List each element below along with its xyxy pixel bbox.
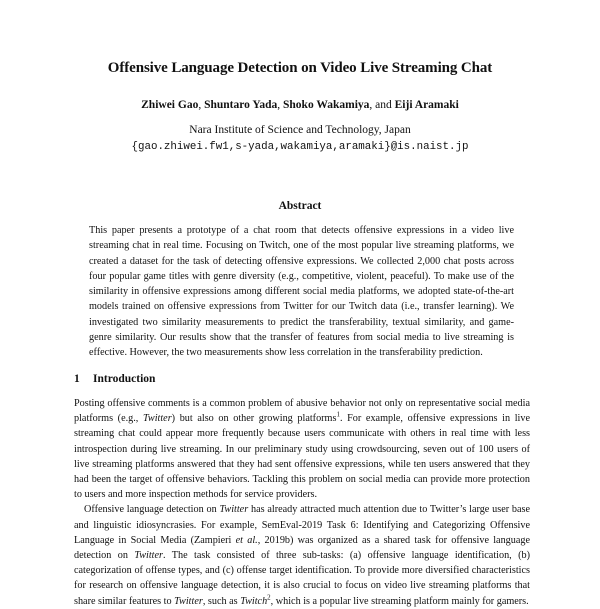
- text-run-italic: Twitter: [174, 595, 203, 607]
- text-run: . For example, offensive expressions in live streaming chat could appear more frequently because users communicate with others in real time with less introspection during live streaming. In our preliminary study using crowdsourcing, seven out of 100 users of live streaming platforms answered that they had sent offensive expressions, while ten users answered that they had been the target of offensive behaviors. Tackling this problem on social media can provide more protection to users and more inspection methods for service providers.: [74, 413, 530, 501]
- text-run-italic: Twitter: [219, 504, 249, 516]
- section-heading: [74, 373, 155, 385]
- affiliation: Nara Institute of Science and Technology, Japan: [189, 124, 411, 136]
- text-run: Offensive language detection on: [84, 504, 220, 516]
- text-run: Posting offensive comments is a common problem of abusive behavior not only on representative social media platforms (e.g.,: [74, 398, 530, 425]
- abstract-heading: Abstract: [278, 200, 322, 212]
- author-name: Shuntaro Yada: [204, 99, 278, 111]
- text-run: , such as: [202, 595, 241, 607]
- text-run-italic: Twitter: [134, 550, 163, 562]
- footnote-marker[interactable]: 1: [336, 410, 340, 419]
- footnote-marker[interactable]: 2: [267, 593, 271, 602]
- section-number: 1: [74, 373, 80, 385]
- author-separator: ,: [277, 99, 284, 111]
- text-run: has already attracted much attention due to Twitter’s large user base and linguistic idiosyncrasies. For example, SemEval-2019 Task 6: Identifying and Categorizing Offensive Language in Social Media (Zampieri: [74, 504, 531, 546]
- author-email: {gao.zhiwei.fw1,s-yada,wakamiya,aramaki}@is.naist.jp: [131, 141, 469, 153]
- paper-title: Offensive Language Detection on Video Live Streaming Chat: [107, 60, 493, 76]
- text-run: . The task consisted of three sub-tasks: (a) offensive language identification, (b) categorization of offense types, and (c) offense target identification. To provide more diversified characteristics for research on offensive language detection, it is also crucial to focus on video live streaming platforms that share similar features to: [74, 550, 530, 607]
- text-run: , which is a popular live streaming platform mainly for gamers.: [270, 595, 529, 607]
- text-run-italic: Twitter: [142, 413, 172, 425]
- author-separator: ,: [198, 99, 205, 111]
- text-run: ) but also on other growing platforms: [171, 413, 337, 425]
- section-title: Introduction: [93, 373, 156, 385]
- author-list: [0, 99, 600, 111]
- author-name: Zhiwei Gao: [141, 99, 199, 111]
- text-run-italic: et al.: [235, 534, 258, 546]
- text-run-italic: Twitch: [240, 595, 268, 607]
- author-name: Shoko Wakamiya: [283, 99, 370, 111]
- author-separator: , and: [369, 99, 395, 111]
- abstract-text: This paper presents a prototype of a chat room that detects offensive expressions in a video live streaming chat in real time. Focusing on Twitch, one of the most popular live streaming platforms, we created a dataset for the task of detecting offensive expressions. We collected 2,000 chat posts across four popular game titles with genre diversity (e.g., competitive, violent, peaceful). To make use of the similarity in offensive expressions among different social media platforms, we adopted state-of-the-art models trained on offensive expressions from Twitter for our Twitch data (i.e., transfer learning). We investigated two similarity measurements to predict the transferability, textual similarity, and game-genre similarity. Our results show that the transfer of features from social media to live streaming is effective. However, the two measurements show less correlation in the transferability prediction.: [89, 225, 514, 359]
- author-name: Eiji Aramaki: [394, 99, 459, 111]
- paragraph: [74, 502, 530, 608]
- text-run: , 2019b) was organized as a shared task for offensive language detection on: [74, 534, 530, 562]
- introduction-body: [74, 396, 530, 609]
- paragraph: [74, 396, 530, 502]
